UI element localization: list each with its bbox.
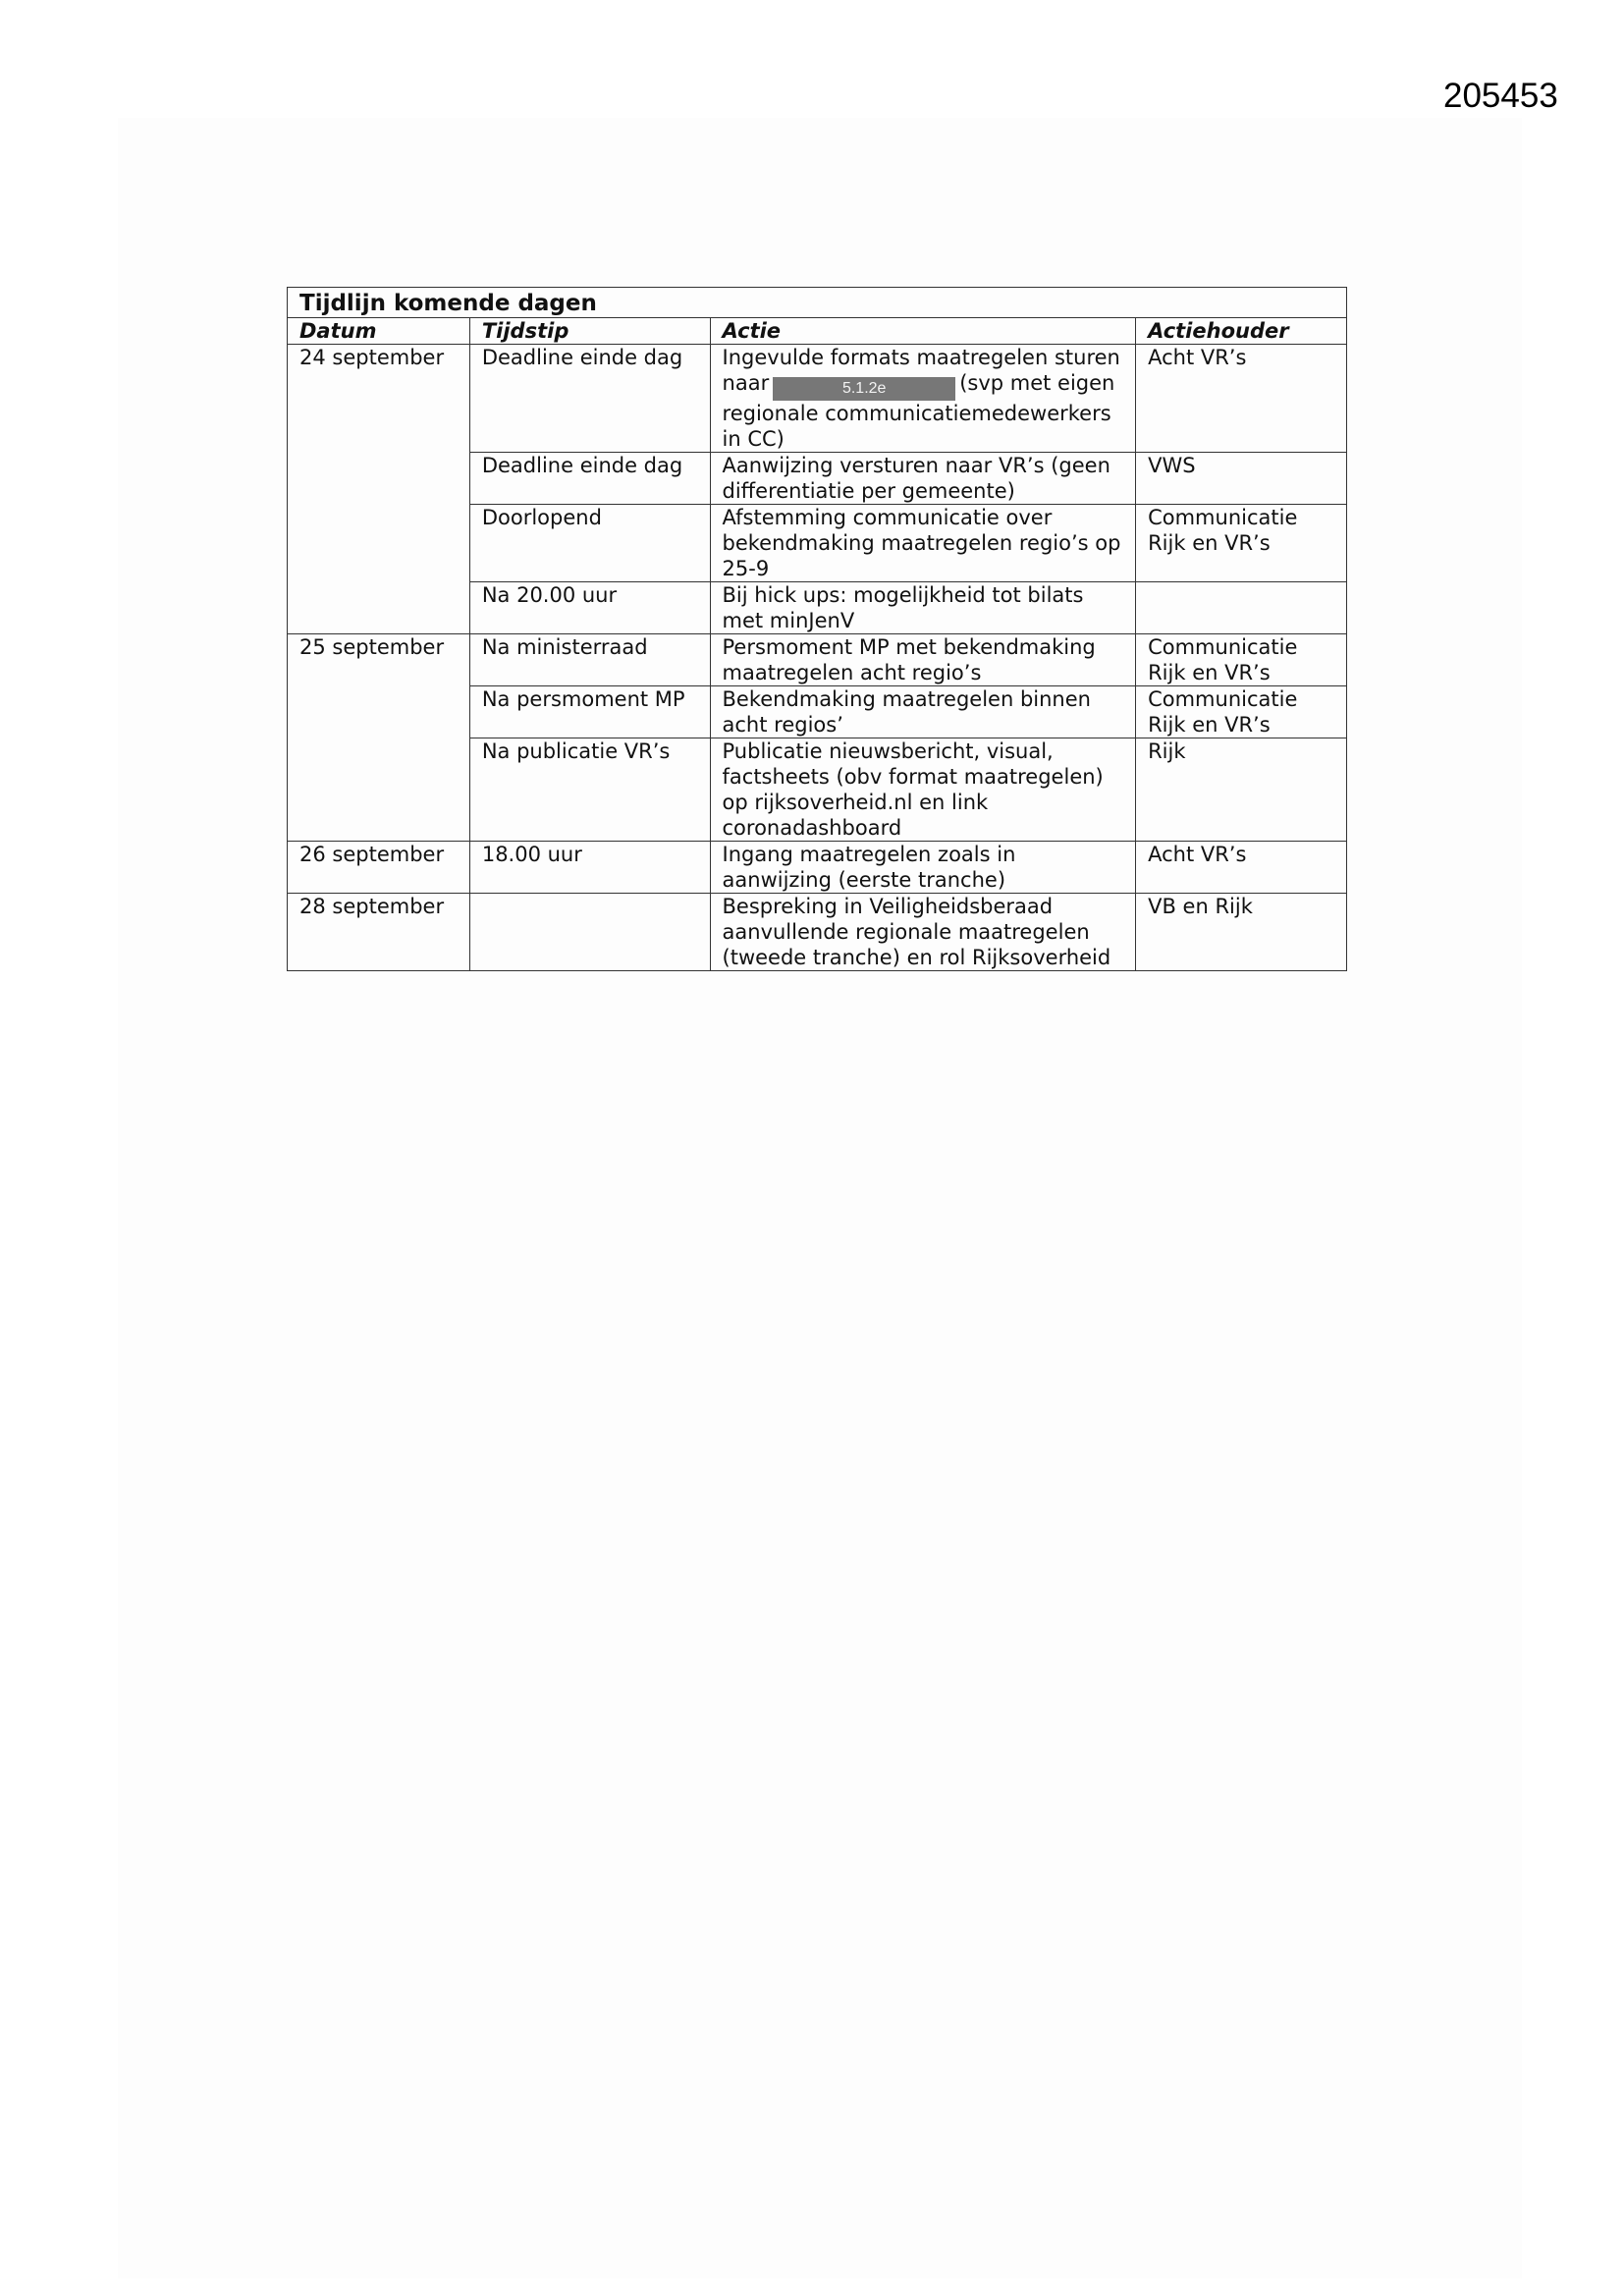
table-title: Tijdlijn komende dagen bbox=[288, 288, 1347, 318]
header-datum: Datum bbox=[288, 318, 470, 345]
cell-actiehouder: Rijk bbox=[1136, 738, 1347, 842]
table-row bbox=[288, 894, 1347, 971]
cell-actie: Ingang maatregelen zoals in aanwijzing (eerste tranche) bbox=[710, 842, 1136, 894]
cell-tijdstip: Na 20.00 uur bbox=[469, 582, 710, 634]
table-row bbox=[288, 842, 1347, 894]
actie-text: (svp met eigen regionale communicatiemedewerkers in CC) bbox=[722, 371, 1115, 451]
cell-actie: Persmoment MP met bekendmaking maatregelen acht regio’s bbox=[710, 634, 1136, 686]
redaction-box: 5.1.2e bbox=[773, 377, 955, 401]
cell-tijdstip: Deadline einde dag bbox=[469, 453, 710, 505]
document-number: 205453 bbox=[1443, 77, 1558, 115]
cell-tijdstip bbox=[469, 894, 710, 971]
cell-actiehouder: VWS bbox=[1136, 453, 1347, 505]
cell-actiehouder: Communicatie Rijk en VR’s bbox=[1136, 686, 1347, 738]
table-row bbox=[288, 345, 1347, 453]
cell-actie: Bespreking in Veiligheidsberaad aanvullende regionale maatregelen (tweede tranche) en rol Rijksoverheid bbox=[710, 894, 1136, 971]
cell-datum: 28 september bbox=[288, 894, 470, 971]
cell-actiehouder: Acht VR’s bbox=[1136, 842, 1347, 894]
cell-actiehouder: Communicatie Rijk en VR’s bbox=[1136, 634, 1347, 686]
cell-tijdstip: 18.00 uur bbox=[469, 842, 710, 894]
cell-actiehouder: Communicatie Rijk en VR’s bbox=[1136, 505, 1347, 582]
timeline-table bbox=[287, 287, 1347, 971]
cell-tijdstip: Doorlopend bbox=[469, 505, 710, 582]
cell-actie bbox=[710, 345, 1136, 453]
cell-tijdstip: Na persmoment MP bbox=[469, 686, 710, 738]
actie-text: Ingevulde formats maatregelen sturen naar bbox=[722, 346, 1120, 395]
cell-actie: Bekendmaking maatregelen binnen acht regios’ bbox=[710, 686, 1136, 738]
cell-actie: Afstemming communicatie over bekendmaking maatregelen regio’s op 25-9 bbox=[710, 505, 1136, 582]
cell-actiehouder: VB en Rijk bbox=[1136, 894, 1347, 971]
cell-actiehouder bbox=[1136, 582, 1347, 634]
cell-actie: Publicatie nieuwsbericht, visual, factsheets (obv format maatregelen) op rijksoverheid.nl en link coronadashboard bbox=[710, 738, 1136, 842]
cell-datum: 26 september bbox=[288, 842, 470, 894]
header-row bbox=[288, 318, 1347, 345]
header-actie: Actie bbox=[710, 318, 1136, 345]
header-actiehouder: Actiehouder bbox=[1136, 318, 1347, 345]
cell-actie: Aanwijzing versturen naar VR’s (geen differentiatie per gemeente) bbox=[710, 453, 1136, 505]
cell-actie: Bij hick ups: mogelijkheid tot bilats met minJenV bbox=[710, 582, 1136, 634]
header-tijdstip: Tijdstip bbox=[469, 318, 710, 345]
table-row bbox=[288, 634, 1347, 686]
cell-actiehouder: Acht VR’s bbox=[1136, 345, 1347, 453]
cell-tijdstip: Na ministerraad bbox=[469, 634, 710, 686]
cell-tijdstip: Na publicatie VR’s bbox=[469, 738, 710, 842]
cell-datum: 24 september bbox=[288, 345, 470, 634]
cell-tijdstip: Deadline einde dag bbox=[469, 345, 710, 453]
cell-datum: 25 september bbox=[288, 634, 470, 842]
